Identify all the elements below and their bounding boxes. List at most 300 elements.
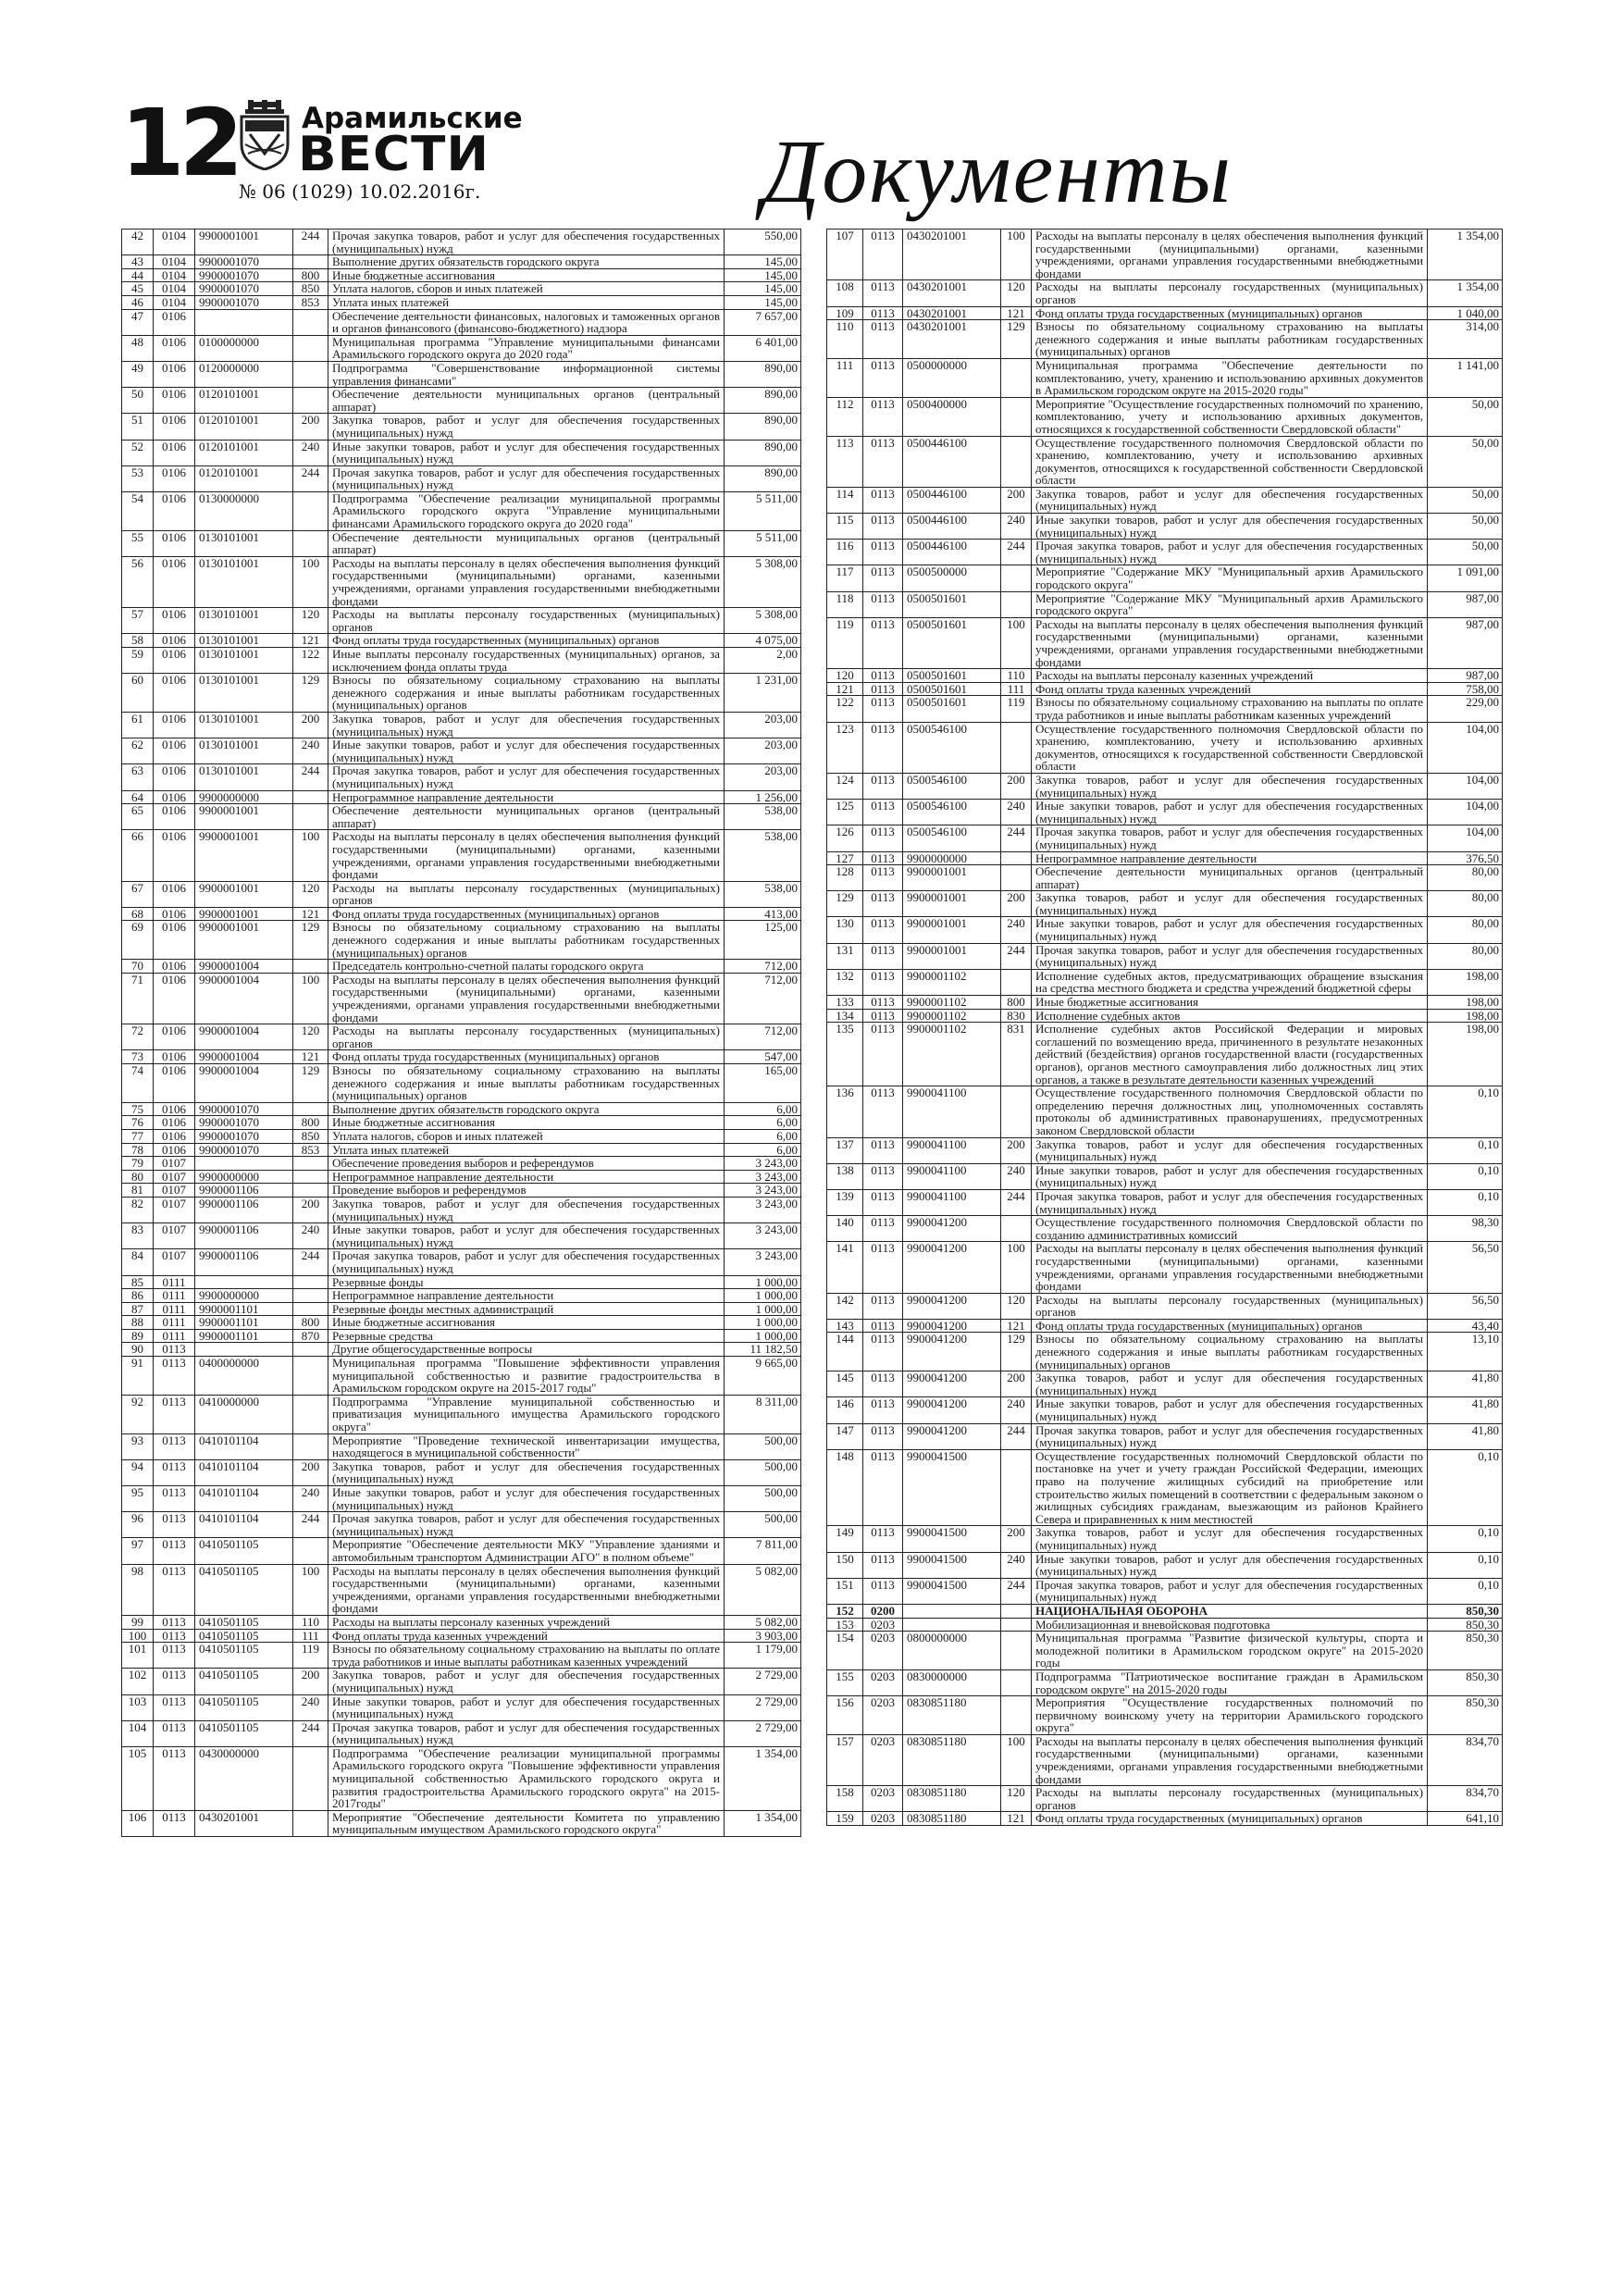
target-code: 0500501601 — [903, 617, 1001, 668]
section-code: 0113 — [863, 1242, 903, 1293]
row-amount: 5 511,00 — [725, 491, 801, 530]
target-code: 9900001001 — [195, 804, 293, 830]
section-code: 0106 — [154, 309, 195, 335]
section-code: 0106 — [154, 361, 195, 387]
row-number: 82 — [122, 1197, 154, 1222]
table-row — [122, 1157, 801, 1171]
row-description: Прочая закупка товаров, работ и услуг для обеспечения государственных (муниципальных) нужд — [328, 764, 725, 790]
target-code: 0500546100 — [903, 800, 1001, 825]
row-number: 140 — [827, 1216, 863, 1242]
expense-type-code — [1001, 1618, 1032, 1632]
row-amount: 641,10 — [1428, 1812, 1503, 1826]
row-description: Фонд оплаты труда государственных (муниципальных) органов — [1032, 1812, 1428, 1826]
target-code: 0130101001 — [195, 556, 293, 607]
expense-type-code: 121 — [1001, 306, 1032, 320]
row-description: Непрограммное направление деятельности — [328, 790, 725, 804]
row-number: 83 — [122, 1223, 154, 1249]
expense-type-code: 121 — [293, 1050, 328, 1064]
row-amount: 229,00 — [1428, 696, 1503, 722]
target-code: 9900041100 — [903, 1137, 1001, 1163]
table-row — [122, 1116, 801, 1130]
row-amount: 850,30 — [1428, 1604, 1503, 1618]
table-row — [827, 969, 1503, 995]
table-row — [122, 1512, 801, 1538]
expense-type-code: 100 — [1001, 617, 1032, 668]
target-code: 0120101001 — [195, 414, 293, 440]
target-code: 9900001004 — [195, 1024, 293, 1050]
expense-type-code: 129 — [293, 1064, 328, 1103]
row-amount: 50,00 — [1428, 397, 1503, 436]
row-number: 155 — [827, 1669, 863, 1695]
row-number: 47 — [122, 309, 154, 335]
table-row — [827, 1786, 1503, 1812]
section-code: 0106 — [154, 1064, 195, 1103]
row-description: Взносы по обязательному социальному страхованию на выплаты денежного содержания и иные выплаты работникам государственных (муниципальных) органов — [1032, 1333, 1428, 1371]
row-number: 110 — [827, 320, 863, 359]
expense-type-code: 870 — [293, 1329, 328, 1343]
section-code: 0113 — [863, 1449, 903, 1526]
expense-type-code: 830 — [1001, 1009, 1032, 1023]
row-description: Осуществление государственных полномочий Свердловской области по постановке на учет и учету граждан Российской Федерации, имеющих право на получение жилищных субсидий на приобретение или строительство жилых помещений в соответствии с федеральным законом о жилищных субсидиях гражданам, выезжающим из районов Крайнего Севера и приравненных к ним местностей — [1032, 1449, 1428, 1526]
target-code: 0430201001 — [195, 1810, 293, 1836]
table-row — [122, 674, 801, 713]
row-number: 145 — [827, 1371, 863, 1397]
target-code: 9900041100 — [903, 1086, 1001, 1137]
row-number: 99 — [122, 1615, 154, 1629]
row-amount: 11 182,50 — [725, 1343, 801, 1357]
issue-info: № 06 (1029) 10.02.2016г. — [239, 180, 481, 203]
section-code: 0113 — [154, 1538, 195, 1564]
expense-type-code — [293, 1302, 328, 1316]
target-code: 0830851180 — [903, 1812, 1001, 1826]
row-amount: 712,00 — [725, 1024, 801, 1050]
target-code: 9900041500 — [903, 1526, 1001, 1552]
table-row — [122, 1615, 801, 1629]
row-amount: 0,10 — [1428, 1552, 1503, 1578]
expense-type-code: 240 — [293, 440, 328, 465]
row-number: 123 — [827, 722, 863, 773]
row-number: 93 — [122, 1433, 154, 1459]
row-amount: 5 082,00 — [725, 1615, 801, 1629]
section-code: 0113 — [863, 358, 903, 397]
target-code: 9900001102 — [903, 996, 1001, 1010]
expense-type-code: 244 — [293, 230, 328, 255]
row-amount: 538,00 — [725, 830, 801, 881]
row-description: Расходы на выплаты персоналу в целях обеспечения выполнения функций государственными (муниципальными) органами, казенными учреждениями, органами управления государственными внебюджетными фондами — [328, 1564, 725, 1615]
expense-type-code: 240 — [1001, 1397, 1032, 1423]
row-number: 116 — [827, 540, 863, 565]
row-amount: 987,00 — [1428, 617, 1503, 668]
expense-type-code: 100 — [293, 556, 328, 607]
row-description: Расходы на выплаты персоналу государственных (муниципальных) органов — [328, 608, 725, 634]
section-code: 0113 — [863, 280, 903, 306]
target-code: 0120000000 — [195, 361, 293, 387]
table-row — [827, 1189, 1503, 1215]
target-code: 9900041200 — [903, 1242, 1001, 1293]
row-amount: 2 729,00 — [725, 1694, 801, 1720]
row-description: Непрограммное направление деятельности — [328, 1289, 725, 1303]
row-number: 133 — [827, 996, 863, 1010]
expense-type-code — [293, 1433, 328, 1459]
expense-type-code: 120 — [1001, 1786, 1032, 1812]
row-amount: 0,10 — [1428, 1449, 1503, 1526]
table-row — [827, 1397, 1503, 1423]
row-number: 101 — [122, 1643, 154, 1669]
row-number: 136 — [827, 1086, 863, 1137]
row-description: Исполнение судебных актов — [1032, 1009, 1428, 1023]
expense-type-code — [293, 361, 328, 387]
row-amount: 3 243,00 — [725, 1249, 801, 1275]
expense-type-code — [1001, 722, 1032, 773]
row-description: Иные закупки товаров, работ и услуг для обеспечения государственных (муниципальных) нужд — [328, 440, 725, 465]
row-number: 96 — [122, 1512, 154, 1538]
row-amount: 850,30 — [1428, 1696, 1503, 1735]
row-number: 104 — [122, 1720, 154, 1746]
row-description: Иные закупки товаров, работ и услуг для обеспечения государственных (муниципальных) нужд — [328, 1223, 725, 1249]
expense-type-code — [293, 960, 328, 974]
row-amount: 7 811,00 — [725, 1538, 801, 1564]
row-description: Прочая закупка товаров, работ и услуг для обеспечения государственных (муниципальных) нужд — [328, 230, 725, 255]
row-number: 106 — [122, 1810, 154, 1836]
section-code: 0113 — [863, 1086, 903, 1137]
row-number: 143 — [827, 1319, 863, 1333]
expense-type-code — [1001, 969, 1032, 995]
row-number: 139 — [827, 1189, 863, 1215]
expense-type-code — [1001, 565, 1032, 591]
section-code: 0106 — [154, 335, 195, 361]
table-row — [827, 825, 1503, 851]
expense-type-code — [1001, 1632, 1032, 1670]
row-number: 48 — [122, 335, 154, 361]
target-code: 9900001070 — [195, 1116, 293, 1130]
row-description: Другие общегосударственные вопросы — [328, 1343, 725, 1357]
expense-type-code: 100 — [293, 830, 328, 881]
section-code: 0106 — [154, 907, 195, 921]
row-number: 114 — [827, 487, 863, 513]
row-description: Мероприятие "Обеспечение деятельности МКУ "Управление зданиями и автомобильным транспортом Администрации АГО" в полном объеме" — [328, 1538, 725, 1564]
row-amount: 2 729,00 — [725, 1720, 801, 1746]
row-number: 98 — [122, 1564, 154, 1615]
row-amount: 6 401,00 — [725, 335, 801, 361]
table-row — [122, 1223, 801, 1249]
section-code: 0113 — [863, 773, 903, 799]
expense-type-code: 200 — [1001, 773, 1032, 799]
expense-type-code: 800 — [1001, 996, 1032, 1010]
table-row — [827, 1632, 1503, 1670]
row-amount: 987,00 — [1428, 591, 1503, 617]
section-code: 0113 — [863, 1578, 903, 1604]
row-amount: 1 040,00 — [1428, 306, 1503, 320]
row-number: 65 — [122, 804, 154, 830]
expense-type-code: 244 — [293, 1512, 328, 1538]
table-row — [827, 943, 1503, 969]
row-number: 85 — [122, 1275, 154, 1289]
section-code: 0113 — [154, 1357, 195, 1396]
expense-type-code — [293, 255, 328, 269]
row-number: 157 — [827, 1734, 863, 1785]
target-code: 0120101001 — [195, 388, 293, 414]
target-code: 0500546100 — [903, 722, 1001, 773]
target-code: 0400000000 — [195, 1357, 293, 1396]
row-description: Иные закупки товаров, работ и услуг для обеспечения государственных (муниципальных) нужд — [1032, 1397, 1428, 1423]
row-number: 132 — [827, 969, 863, 995]
expense-type-code — [293, 1102, 328, 1116]
row-description: Осуществление государственного полномочия Свердловской области по созданию административных комиссий — [1032, 1216, 1428, 1242]
row-description: Мероприятие "Содержание МКУ "Муниципальный архив Арамильского городского округа" — [1032, 565, 1428, 591]
expense-type-code — [1001, 397, 1032, 436]
target-code: 9900001070 — [195, 1102, 293, 1116]
table-row — [827, 773, 1503, 799]
target-code: 0500446100 — [903, 436, 1001, 487]
expense-type-code — [293, 1289, 328, 1303]
table-row — [122, 255, 801, 269]
target-code: 9900041200 — [903, 1293, 1001, 1319]
row-amount: 1 141,00 — [1428, 358, 1503, 397]
row-description: Фонд оплаты труда казенных учреждений — [1032, 682, 1428, 696]
table-row — [122, 230, 801, 255]
expense-type-code: 120 — [1001, 280, 1032, 306]
section-code: 0113 — [863, 487, 903, 513]
expense-type-code: 850 — [293, 282, 328, 296]
expense-type-code: 119 — [1001, 696, 1032, 722]
row-amount: 1 000,00 — [725, 1275, 801, 1289]
row-number: 119 — [827, 617, 863, 668]
row-description: Подпрограмма "Управление муниципальной собственностью и приватизация муниципального имущества Арамильского городского округа" — [328, 1395, 725, 1433]
section-code: 0113 — [154, 1564, 195, 1615]
row-number: 159 — [827, 1812, 863, 1826]
row-number: 89 — [122, 1329, 154, 1343]
section-code: 0113 — [154, 1486, 195, 1512]
table-row — [122, 973, 801, 1024]
table-row — [827, 1552, 1503, 1578]
row-description: Выполнение других обязательств городского округа — [328, 1102, 725, 1116]
table-row — [122, 1275, 801, 1289]
row-description: Закупка товаров, работ и услуг для обеспечения государственных (муниципальных) нужд — [1032, 487, 1428, 513]
target-code: 9900001106 — [195, 1197, 293, 1222]
row-number: 158 — [827, 1786, 863, 1812]
table-row — [122, 764, 801, 790]
expense-type-code: 100 — [293, 1564, 328, 1615]
row-number: 49 — [122, 361, 154, 387]
table-row — [122, 804, 801, 830]
row-number: 44 — [122, 268, 154, 282]
row-description: Иные закупки товаров, работ и услуг для обеспечения государственных (муниципальных) нужд — [1032, 1552, 1428, 1578]
row-number: 91 — [122, 1357, 154, 1396]
section-code: 0113 — [863, 996, 903, 1010]
expense-type-code: 240 — [1001, 917, 1032, 943]
section-code: 0113 — [863, 1216, 903, 1242]
row-number: 129 — [827, 891, 863, 917]
table-row — [827, 1669, 1503, 1695]
target-code: 0410501105 — [195, 1564, 293, 1615]
row-number: 77 — [122, 1129, 154, 1143]
row-amount: 890,00 — [725, 440, 801, 465]
expense-type-code: 200 — [293, 1197, 328, 1222]
table-row — [827, 1812, 1503, 1826]
row-amount: 50,00 — [1428, 436, 1503, 487]
row-number: 67 — [122, 881, 154, 907]
row-description: Закупка товаров, работ и услуг для обеспечения государственных (муниципальных) нужд — [1032, 1371, 1428, 1397]
table-row — [122, 1746, 801, 1810]
row-number: 153 — [827, 1618, 863, 1632]
section-code: 0113 — [154, 1629, 195, 1643]
table-row — [122, 491, 801, 530]
row-description: Взносы по обязательному социальному страхованию на выплаты денежного содержания и иные выплаты работникам государственных (муниципальных) органов — [1032, 320, 1428, 359]
expense-type-code — [293, 1395, 328, 1433]
target-code: 9900001102 — [903, 1009, 1001, 1023]
row-number: 79 — [122, 1157, 154, 1171]
row-description: Выполнение других обязательств городского округа — [328, 255, 725, 269]
section-code: 0113 — [863, 1526, 903, 1552]
section-code: 0113 — [863, 722, 903, 773]
target-code: 9900000000 — [195, 1289, 293, 1303]
row-amount: 125,00 — [725, 921, 801, 960]
target-code: 0410501105 — [195, 1720, 293, 1746]
section-code: 0113 — [863, 682, 903, 696]
row-number: 108 — [827, 280, 863, 306]
section-code: 0106 — [154, 830, 195, 881]
row-description: Мероприятия "Осуществление государственных полномочий по первичному воинскому учету на территории Арамильского городского округа" — [1032, 1696, 1428, 1735]
table-row — [827, 280, 1503, 306]
row-amount: 500,00 — [725, 1433, 801, 1459]
section-code: 0113 — [154, 1643, 195, 1669]
section-code: 0106 — [154, 764, 195, 790]
table-row — [827, 565, 1503, 591]
row-amount: 203,00 — [725, 738, 801, 764]
table-row — [827, 682, 1503, 696]
target-code: 9900000000 — [903, 851, 1001, 865]
table-row — [122, 634, 801, 648]
row-number: 112 — [827, 397, 863, 436]
section-code: 0203 — [863, 1618, 903, 1632]
row-description: Фонд оплаты труда государственных (муниципальных) органов — [1032, 306, 1428, 320]
row-number: 146 — [827, 1397, 863, 1423]
table-row — [122, 414, 801, 440]
newspaper-name-top: Арамильские — [302, 102, 523, 135]
table-row — [122, 440, 801, 465]
row-number: 141 — [827, 1242, 863, 1293]
row-number: 95 — [122, 1486, 154, 1512]
expense-type-code — [1001, 1449, 1032, 1526]
expense-type-code: 240 — [1001, 514, 1032, 540]
row-description: Фонд оплаты труда казенных учреждений — [328, 1629, 725, 1643]
table-row — [827, 540, 1503, 565]
row-amount: 1 354,00 — [1428, 280, 1503, 306]
row-number: 68 — [122, 907, 154, 921]
row-description: Прочая закупка товаров, работ и услуг для обеспечения государственных (муниципальных) нужд — [328, 1720, 725, 1746]
row-description: Фонд оплаты труда государственных (муниципальных) органов — [1032, 1319, 1428, 1333]
target-code: 9900001001 — [903, 865, 1001, 891]
row-description: Иные бюджетные ассигнования — [328, 268, 725, 282]
row-amount: 56,50 — [1428, 1293, 1503, 1319]
section-code: 0104 — [154, 295, 195, 309]
row-number: 121 — [827, 682, 863, 696]
row-number: 147 — [827, 1423, 863, 1449]
expense-type-code: 100 — [293, 973, 328, 1024]
row-description: Иные бюджетные ассигнования — [328, 1116, 725, 1130]
row-number: 59 — [122, 648, 154, 674]
row-number: 122 — [827, 696, 863, 722]
target-code: 0130101001 — [195, 648, 293, 674]
row-description: Фонд оплаты труда государственных (муниципальных) органов — [328, 634, 725, 648]
row-description: Резервные средства — [328, 1329, 725, 1343]
row-number: 92 — [122, 1395, 154, 1433]
section-code: 0113 — [154, 1343, 195, 1357]
expense-type-code — [293, 491, 328, 530]
row-number: 113 — [827, 436, 863, 487]
table-row — [122, 1129, 801, 1143]
target-code: 0430201001 — [903, 306, 1001, 320]
expense-type-code: 200 — [1001, 1371, 1032, 1397]
row-number: 80 — [122, 1170, 154, 1184]
target-code: 0430201001 — [903, 280, 1001, 306]
section-title: Документы — [762, 122, 1233, 222]
row-amount: 834,70 — [1428, 1786, 1503, 1812]
row-amount: 0,10 — [1428, 1526, 1503, 1552]
target-code: 9900001001 — [903, 943, 1001, 969]
section-code: 0203 — [863, 1812, 903, 1826]
expense-type-code: 121 — [293, 634, 328, 648]
target-code: 9900001101 — [195, 1302, 293, 1316]
expense-type-code — [293, 1810, 328, 1836]
row-amount: 413,00 — [725, 907, 801, 921]
table-row — [122, 1395, 801, 1433]
section-code: 0113 — [863, 865, 903, 891]
row-description: Расходы на выплаты персоналу в целях обеспечения выполнения функций государственными (муниципальными) органами, казенными учреждениями, органами управления государственными внебюджетными фондами — [1032, 617, 1428, 668]
target-code: 0430201001 — [903, 230, 1001, 280]
target-code — [903, 1618, 1001, 1632]
row-description: Муниципальная программа "Развитие физической культуры, спорта и молодежной политики в Арамильском городском округе" на 2015-2020 годы — [1032, 1632, 1428, 1670]
row-amount: 550,00 — [725, 230, 801, 255]
target-code: 9900001070 — [195, 255, 293, 269]
row-number: 63 — [122, 764, 154, 790]
target-code: 9900001070 — [195, 295, 293, 309]
section-code: 0113 — [863, 1319, 903, 1333]
row-amount: 9 665,00 — [725, 1357, 801, 1396]
section-code: 0106 — [154, 440, 195, 465]
expense-type-code — [293, 388, 328, 414]
row-amount: 850,30 — [1428, 1669, 1503, 1695]
row-number: 58 — [122, 634, 154, 648]
section-code: 0113 — [863, 1397, 903, 1423]
row-number: 55 — [122, 530, 154, 556]
expense-type-code — [293, 1343, 328, 1357]
row-amount: 4 075,00 — [725, 634, 801, 648]
section-code: 0113 — [863, 591, 903, 617]
target-code: 0430201001 — [903, 320, 1001, 359]
expense-type-code: 240 — [293, 1223, 328, 1249]
target-code: 9900001001 — [195, 921, 293, 960]
table-row — [122, 881, 801, 907]
table-row — [122, 1669, 801, 1694]
expense-type-code: 200 — [1001, 1137, 1032, 1163]
row-number: 84 — [122, 1249, 154, 1275]
table-row — [122, 1629, 801, 1643]
table-row — [122, 1143, 801, 1157]
row-amount: 890,00 — [725, 388, 801, 414]
expense-type-code: 244 — [293, 465, 328, 491]
row-amount: 0,10 — [1428, 1163, 1503, 1189]
row-description: Иные закупки товаров, работ и услуг для обеспечения государственных (муниципальных) нужд — [328, 1486, 725, 1512]
row-amount: 5 308,00 — [725, 556, 801, 607]
row-number: 60 — [122, 674, 154, 713]
table-row — [827, 1009, 1503, 1023]
row-amount: 50,00 — [1428, 487, 1503, 513]
row-description: Прочая закупка товаров, работ и услуг для обеспечения государственных (муниципальных) нужд — [1032, 1578, 1428, 1604]
target-code: 9900001001 — [903, 891, 1001, 917]
row-description: Расходы на выплаты персоналу в целях обеспечения выполнения функций государственными (муниципальными) органами, казенными учреждениями, органами управления государственными внебюджетными фондами — [328, 973, 725, 1024]
table-row — [122, 1050, 801, 1064]
